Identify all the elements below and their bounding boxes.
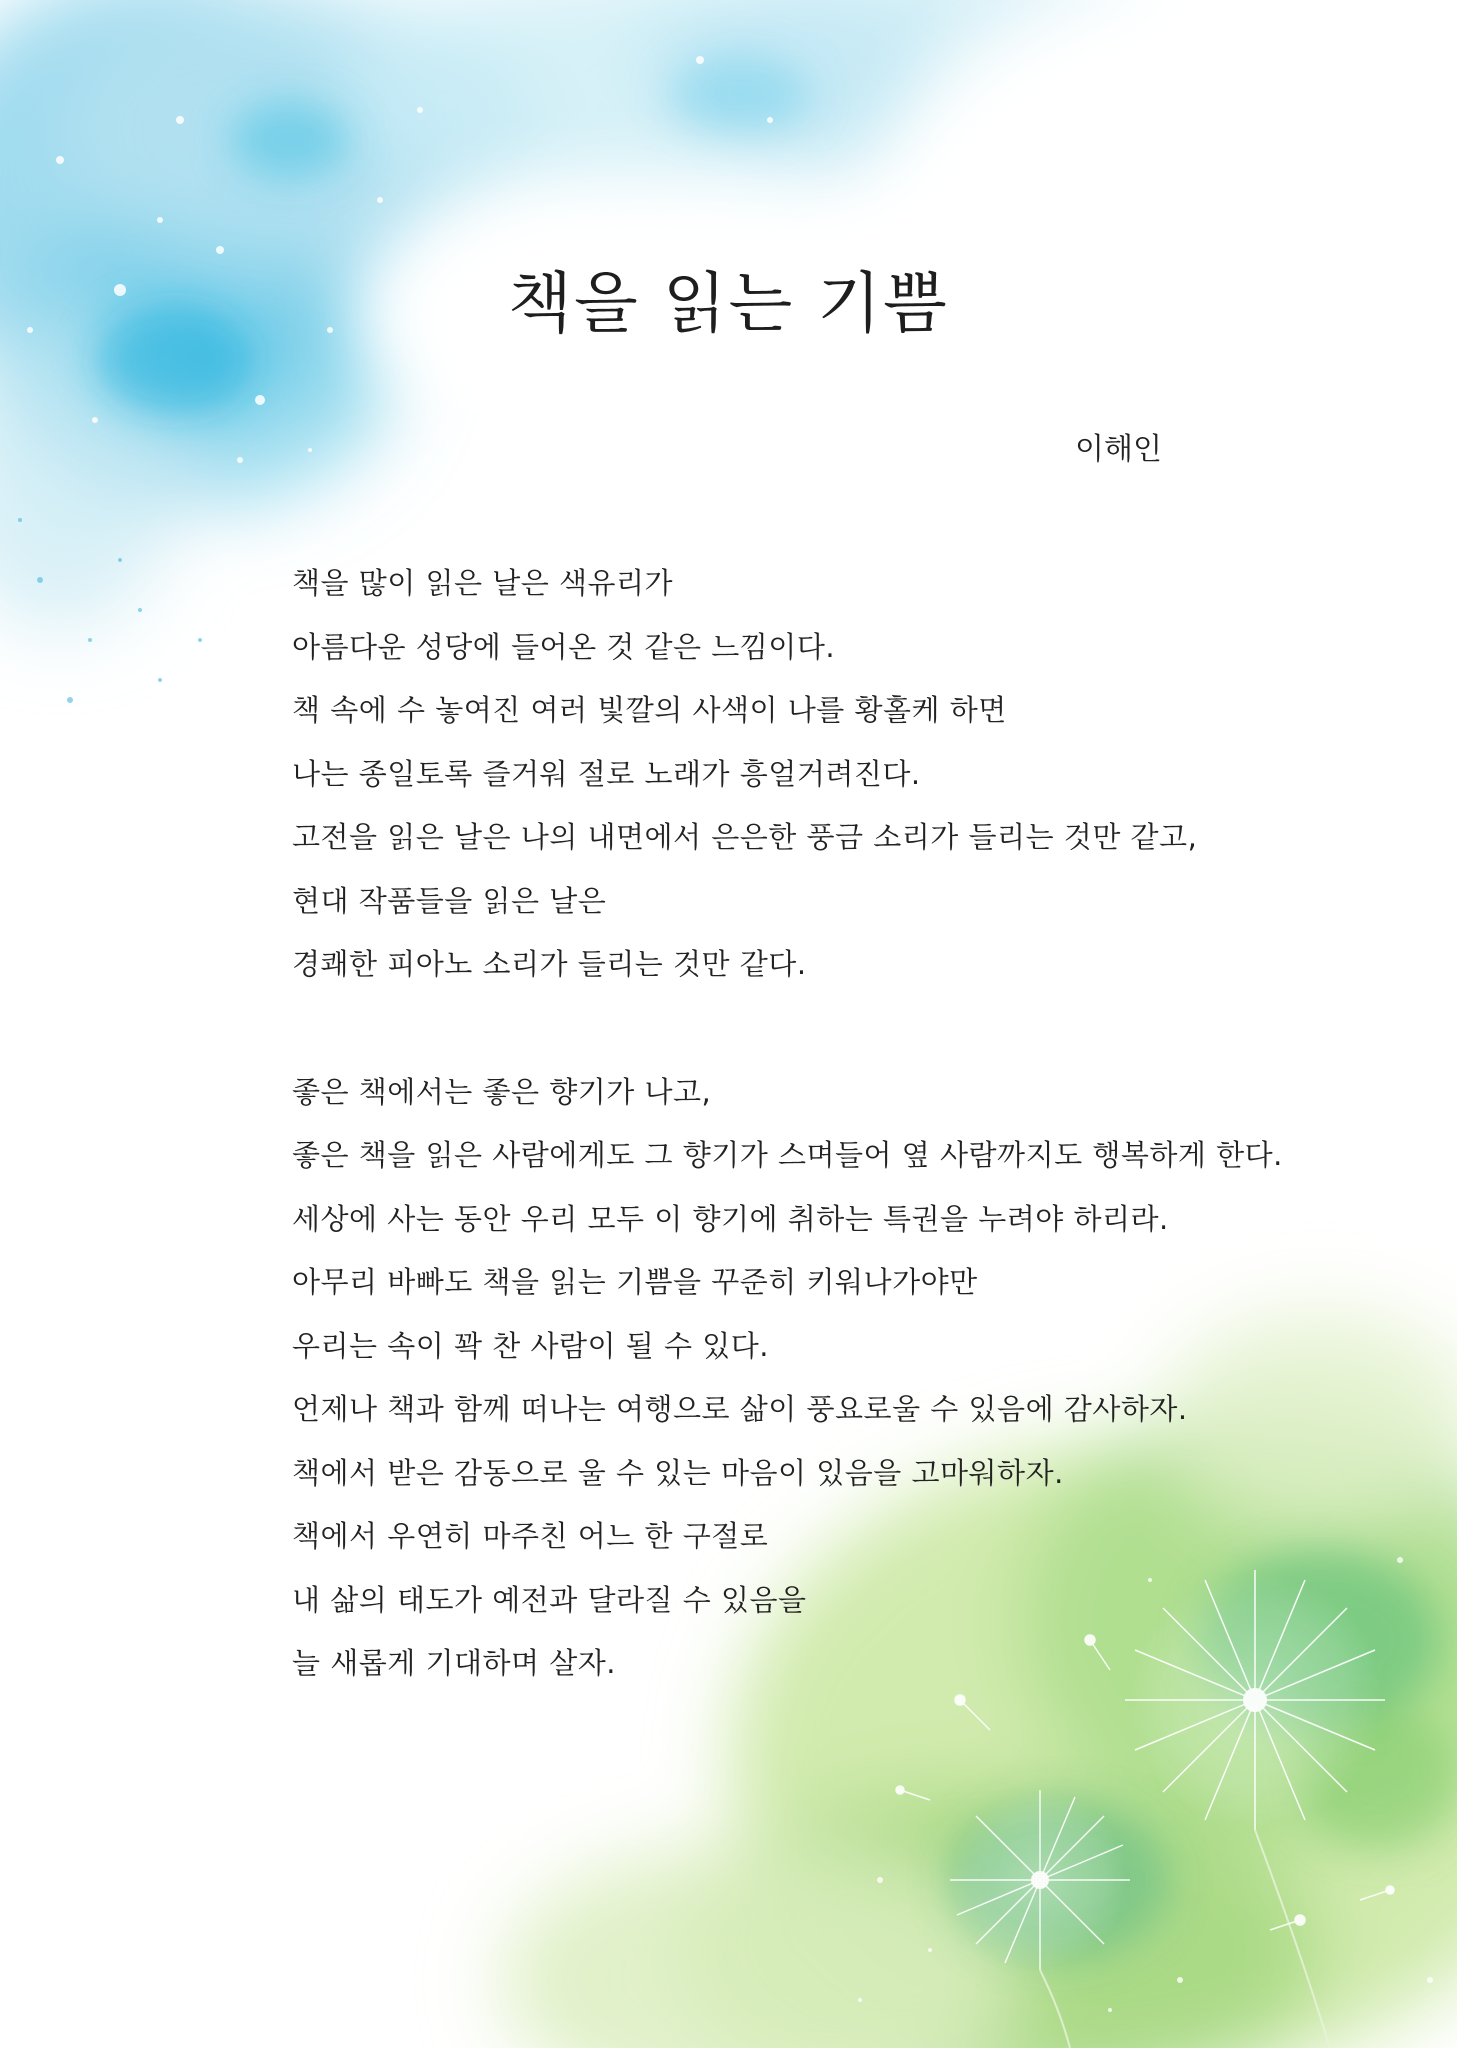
- poem-line: 아무리 바빠도 책을 읽는 기쁨을 꾸준히 키워나가야만: [292, 1265, 978, 1299]
- stanza-1: [292, 552, 1292, 997]
- poem-line: 책에서 우연히 마주친 어느 한 구절로: [292, 1519, 769, 1553]
- poem-line: 언제나 책과 함께 떠나는 여행으로 삶이 풍요로울 수 있음에 감사하자.: [292, 1392, 1188, 1426]
- poem-line: 우리는 속이 꽉 찬 사람이 될 수 있다.: [292, 1328, 769, 1363]
- stanza-2: [292, 1061, 1292, 1696]
- poem-line: 나는 종일토록 즐거워 절로 노래가 흥얼거려진다.: [292, 756, 921, 791]
- poem-line: 세상에 사는 동안 우리 모두 이 향기에 취하는 특권을 누려야 하리라.: [292, 1201, 1169, 1236]
- poem-line: 책 속에 수 놓여진 여러 빛깔의 사색이 나를 황홀케 하면: [292, 693, 1007, 727]
- page-title: 책을 읽는 기쁨: [508, 265, 949, 342]
- poem-line: 책을 많이 읽은 날은 색유리가: [292, 566, 674, 600]
- poem-line: 현대 작품들을 읽은 날은: [292, 883, 607, 918]
- author-name: 이해인: [1075, 432, 1162, 467]
- poem-line: 좋은 책을 읽은 사람에게도 그 향기가 스며들어 옆 사람까지도 행복하게 한다.: [292, 1138, 1283, 1172]
- poem-line: 아름다운 성당에 들어온 것 같은 느낌이다.: [292, 629, 836, 664]
- poem-line: 좋은 책에서는 좋은 향기가 나고,: [292, 1074, 712, 1109]
- poem-body: [292, 552, 1292, 1696]
- poem-line: 내 삶의 태도가 예전과 달라질 수 있음을: [292, 1582, 807, 1617]
- poem-line: 책에서 받은 감동으로 울 수 있는 마음이 있음을 고마워하자.: [292, 1455, 1064, 1490]
- poem-line: 경쾌한 피아노 소리가 들리는 것만 같다.: [292, 947, 807, 981]
- poem-line: 고전을 읽은 날은 나의 내면에서 은은한 풍금 소리가 들리는 것만 같고,: [292, 820, 1198, 854]
- dandelion-small: [950, 1790, 1130, 1970]
- poem-line: 늘 새롭게 기대하며 살자.: [292, 1646, 617, 1680]
